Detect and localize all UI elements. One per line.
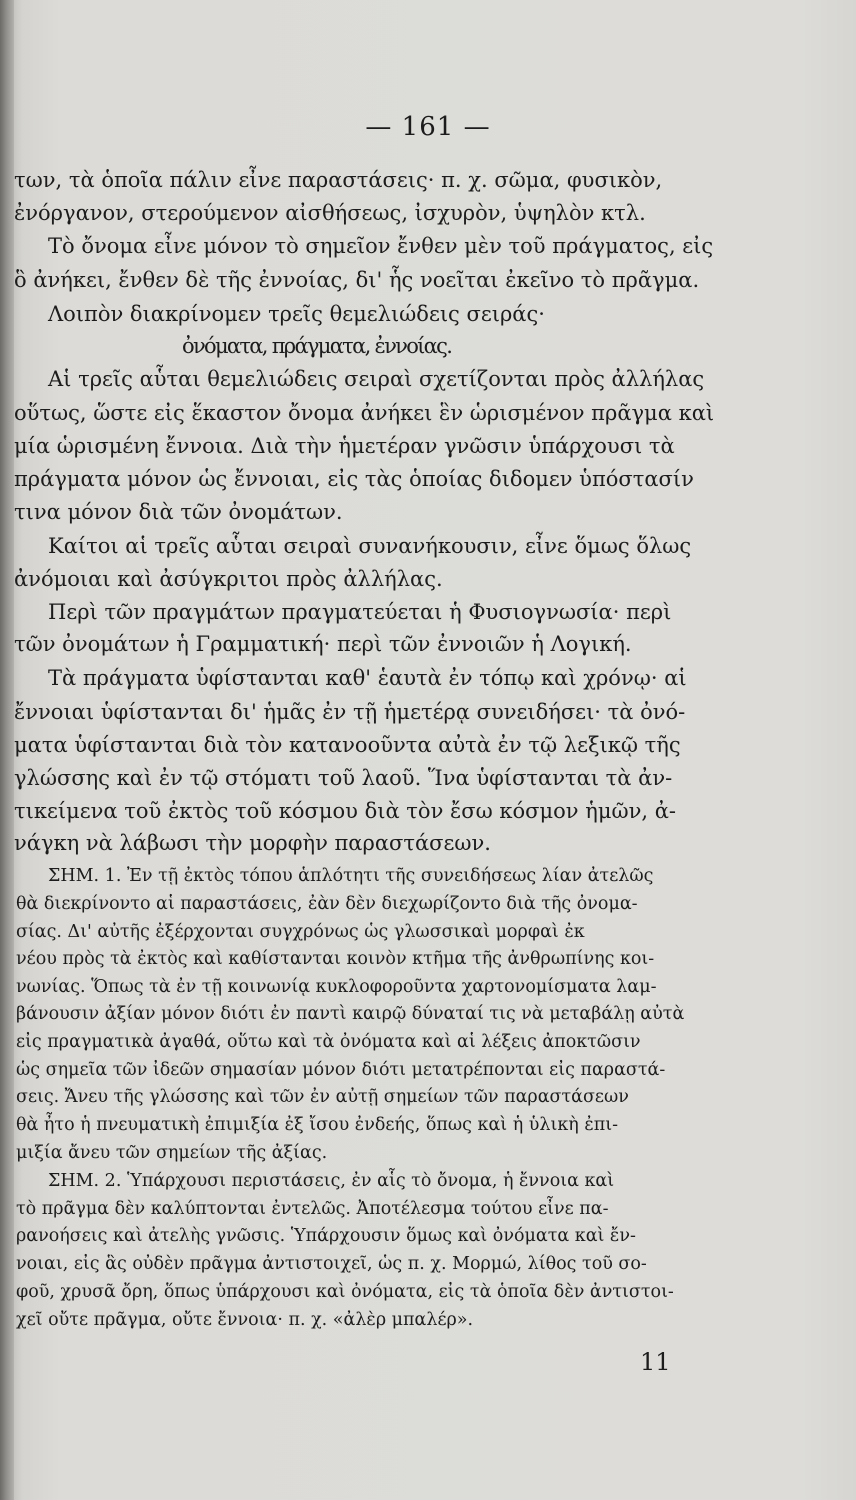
note-line: ὡς σημεῖα τῶν ἰδεῶν σημασίαν μόνον διότι μετατρέπονται εἰς παραστά- (16, 1060, 666, 1080)
text-line: ἐνόργανον, στερούμενον αἰσθήσεως, ἰσχυρὸν, ὑψηλὸν κτλ. (14, 201, 646, 225)
page-binding-edge (0, 0, 14, 1500)
text-line: γλώσσης καὶ ἐν τῷ στόματι τοῦ λαοῦ. Ἵνα ὑφίστανται τὰ ἀν- (14, 766, 673, 790)
note-line: εἰς πραγματικὰ ἀγαθά, οὕτω καὶ τὰ ὀνόματα καὶ αἱ λέξεις ἀποκτῶσιν (16, 1032, 641, 1052)
note-line: σίας. Δι' αὐτῆς ἐξέρχονται συγχρόνως ὡς γλωσσικαὶ μορφαὶ ἐκ (16, 922, 585, 942)
text-line: τῶν ὀνομάτων ἡ Γραμματική· περὶ τῶν ἐννοιῶν ἡ Λογική. (14, 632, 632, 656)
note-line: νοιαι, εἰς ἃς οὐδὲν πρᾶγμα ἀντιστοιχεῖ, ὡς π. χ. Μορμώ, λίθος τοῦ σο- (16, 1254, 647, 1274)
text-line: ὃ ἀνήκει, ἔνθεν δὲ τῆς ἐννοίας, δι' ἧς νοεῖται ἐκεῖνο τὸ πρᾶγμα. (14, 268, 700, 292)
text-line: ὀνόματα, πράγματα, ἐννοίας. (182, 334, 452, 358)
page-number: — 161 — (365, 112, 491, 142)
note-line: σεις. Ἄνευ τῆς γλώσσης καὶ τῶν ἐν αὐτῇ σημείων τῶν παραστάσεων (16, 1087, 629, 1107)
note-line: θὰ ἦτο ἡ πνευματικὴ ἐπιμιξία ἐξ ἴσου ἐνδεής, ὅπως καὶ ἡ ὑλικὴ ἐπι- (16, 1115, 618, 1135)
text-line: ἔννοιαι ὑφίστανται δι' ἡμᾶς ἐν τῇ ἡμετέρᾳ συνειδήσει· τὰ ὀνό- (14, 700, 686, 724)
note-line: ΣΗΜ. 1. Ἐν τῇ ἐκτὸς τόπου ἁπλότητι τῆς συνειδήσεως λίαν ἀτελῶς (48, 866, 654, 886)
note-line: ΣΗΜ. 2. Ὑπάρχουσι περιστάσεις, ἐν αἷς τὸ ὄνομα, ἡ ἔννοια καὶ (48, 1171, 615, 1191)
text-line: των, τὰ ὁποῖα πάλιν εἶνε παραστάσεις· π. χ. σῶμα, φυσικὸν, (14, 168, 663, 192)
note-line: χεῖ οὔτε πρᾶγμα, οὔτε ἔννοια· π. χ. «ἀλὲρ μπαλέρ». (16, 1310, 474, 1330)
note-line: τὸ πρᾶγμα δὲν καλύπτονται ἐντελῶς. Ἀποτέλεσμα τούτου εἶνε πα- (16, 1199, 609, 1219)
text-line: Περὶ τῶν πραγμάτων πραγματεύεται ἡ Φυσιογνωσία· περὶ (48, 600, 672, 624)
note-line: νωνίας. Ὅπως τὰ ἐν τῇ κοινωνίᾳ κυκλοφοροῦντα χαρτονομίσματα λαμ- (16, 977, 657, 997)
text-line: μία ὡρισμένη ἔννοια. Διὰ τὴν ἡμετέραν γνῶσιν ὑπάρχουσι τὰ (14, 434, 675, 458)
text-line: Λοιπὸν διακρίνομεν τρεῖς θεμελιώδεις σειράς· (48, 302, 545, 326)
text-line: Καίτοι αἱ τρεῖς αὗται σειραὶ συνανήκουσιν, εἶνε ὅμως ὅλως (48, 534, 692, 558)
text-line: οὕτως, ὥστε εἰς ἕκαστον ὄνομα ἀνήκει ἓν ὡρισμένον πρᾶγμα καὶ (14, 401, 715, 425)
text-line: ἀνόμοιαι καὶ ἀσύγκριτοι πρὸς ἀλλήλας. (14, 567, 443, 591)
text-line: Αἱ τρεῖς αὗται θεμελιώδεις σειραὶ σχετίζονται πρὸς ἀλλήλας (48, 367, 705, 391)
signature-mark: 11 (640, 1348, 671, 1376)
text-line: Τὸ ὄνομα εἶνε μόνον τὸ σημεῖον ἔνθεν μὲν τοῦ πράγματος, εἰς (48, 234, 714, 258)
note-line: φοῦ, χρυσᾶ ὄρη, ὅπως ὑπάρχουσι καὶ ὀνόματα, εἰς τὰ ὁποῖα δὲν ἀντιστοι- (16, 1282, 674, 1302)
note-line: ρανοήσεις καὶ ἀτελὴς γνῶσις. Ὑπάρχουσιν ὅμως καὶ ὀνόματα καὶ ἔν- (16, 1226, 636, 1246)
text-line: τικείμενα τοῦ ἐκτὸς τοῦ κόσμου διὰ τὸν ἔσω κόσμον ἡμῶν, ἀ- (14, 799, 676, 823)
text-line: τινα μόνον διὰ τῶν ὀνομάτων. (14, 500, 343, 524)
note-line: νέου πρὸς τὰ ἐκτὸς καὶ καθίστανται κοινὸν κτῆμα τῆς ἀνθρωπίνης κοι- (16, 949, 655, 969)
note-line: βάνουσιν ἀξίαν μόνον διότι ἐν παντὶ καιρῷ δύναταί τις νὰ μεταβάλῃ αὐτὰ (16, 1004, 685, 1024)
text-line: νάγκη νὰ λάβωσι τὴν μορφὴν παραστάσεων. (14, 831, 491, 855)
text-line: πράγματα μόνον ὡς ἔννοιαι, εἰς τὰς ὁποίας διδομεν ὑπόστασίν (14, 467, 694, 491)
text-line: ματα ὑφίστανται διὰ τὸν κατανοοῦντα αὐτὰ ἐν τῷ λεξικῷ τῆς (14, 733, 681, 757)
text-line: Τὰ πράγματα ὑφίστανται καθ' ἑαυτὰ ἐν τόπῳ καὶ χρόνῳ· αἱ (48, 666, 687, 690)
note-line: θὰ διεκρίνοντο αἱ παραστάσεις, ἐὰν δὲν διεχωρίζοντο διὰ τῆς ὀνομα- (16, 894, 638, 914)
note-line: μιξία ἄνευ τῶν σημείων τῆς ἀξίας. (16, 1143, 328, 1163)
